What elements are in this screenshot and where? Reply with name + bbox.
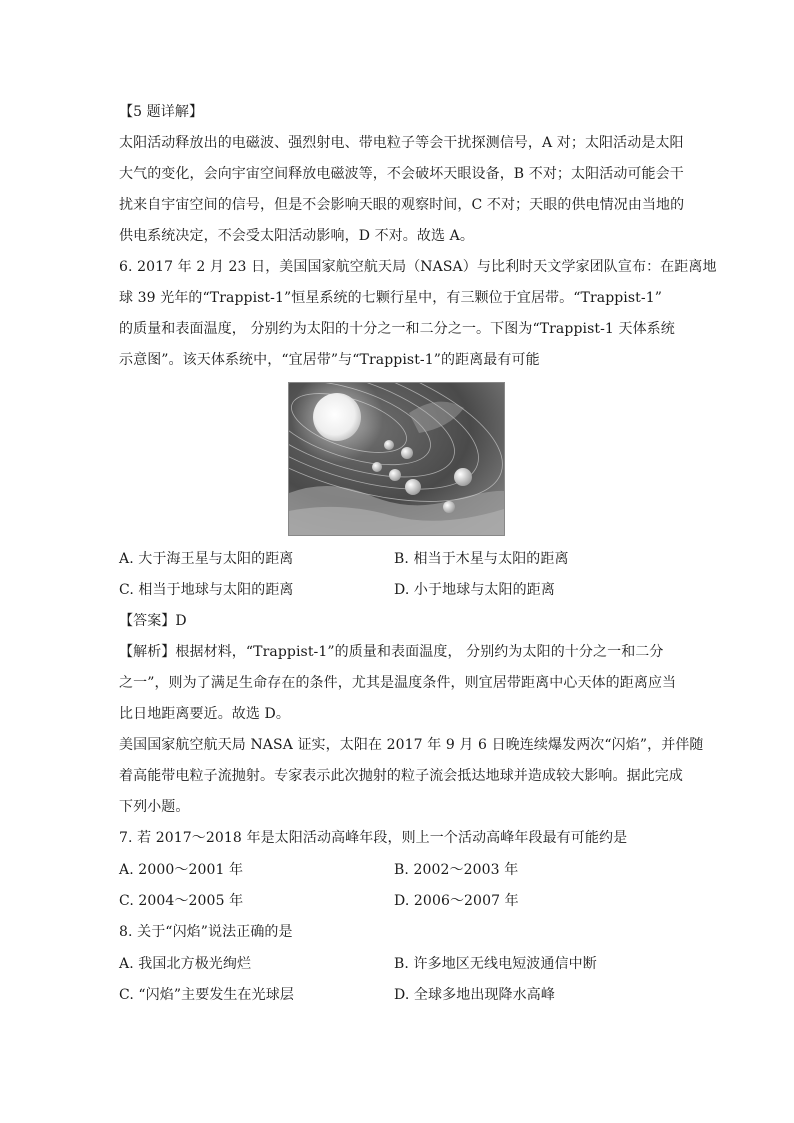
section5-line-1: 太阳活动释放出的电磁波、强烈射电、带电粒子等会干扰探测信号，A 对；太阳活动是太阳 (119, 135, 684, 151)
q7-option-b: B. 2002～2003 年 (394, 862, 519, 878)
q6-analysis-line-1: 【解析】根据材料，“Trappist-1”的质量和表面温度， 分别约为太阳的十分之一和二分 (119, 644, 664, 660)
q7-option-c: C. 2004～2005 年 (119, 893, 244, 909)
q6-answer: 【答案】D (119, 613, 187, 629)
q8-option-b: B. 许多地区无线电短波通信中断 (394, 956, 597, 972)
q6-analysis-line-3: 比日地距离要近。故选 D。 (119, 706, 290, 722)
q8-option-a: A. 我国北方极光绚烂 (119, 956, 252, 972)
material-line-3: 下列小题。 (119, 799, 190, 815)
trappist-1-system-figure (288, 382, 505, 536)
trappist-1-system-illustration-icon (289, 383, 504, 535)
material-line-2: 着高能带电粒子流抛射。专家表示此次抛射的粒子流会抵达地球并造成较大影响。据此完成 (119, 768, 683, 784)
q6-option-d: D. 小于地球与太阳的距离 (394, 582, 555, 598)
q6-stem-line-4: 示意图”。该天体系统中，“宜居带”与“Trappist-1”的距离最有可能 (119, 352, 540, 368)
q6-analysis-line-2: 之一”，则为了满足生命存在的条件，尤其是温度条件，则宜居带距离中心天体的距离应当 (119, 675, 677, 691)
q6-stem-line-1: 6. 2017 年 2 月 23 日，美国国家航空航天局（NASA）与比利时天文学家团队宣布：在距离地 (119, 259, 717, 275)
q8-option-d: D. 全球多地出现降水高峰 (394, 987, 555, 1003)
q8-stem: 8. 关于“闪焰”说法正确的是 (119, 924, 293, 940)
q6-stem-line-2: 球 39 光年的“Trappist-1”恒星系统的七颗行星中，有三颗位于宜居带。“Trappist-1” (119, 290, 662, 306)
q7-stem: 7. 若 2017～2018 年是太阳活动高峰年段，则上一个活动高峰年段最有可能约是 (119, 830, 628, 846)
q6-option-a: A. 大于海王星与太阳的距离 (119, 551, 294, 567)
section5-line-2: 大气的变化，会向宇宙空间释放电磁波等，不会破坏天眼设备，B 不对；太阳活动可能会干 (119, 166, 684, 182)
q8-option-c: C. “闪焰”主要发生在光球层 (119, 987, 294, 1003)
q6-option-b: B. 相当于木星与太阳的距离 (394, 551, 569, 567)
q6-stem-line-3: 的质量和表面温度， 分别约为太阳的十分之一和二分之一。下图为“Trappist-1 天体系统 (119, 321, 675, 337)
material-line-1: 美国国家航空航天局 NASA 证实，太阳在 2017 年 9 月 6 日晚连续爆发两次“闪焰”，并伴随 (119, 737, 704, 753)
section5-line-4: 供电系统决定，不会受太阳活动影响，D 不对。故选 A。 (119, 228, 474, 244)
q6-option-c: C. 相当于地球与太阳的距离 (119, 582, 294, 598)
q7-option-d: D. 2006～2007 年 (394, 893, 519, 909)
section5-line-3: 扰来自宇宙空间的信号，但是不会影响天眼的观察时间，C 不对；天眼的供电情况由当地的 (119, 197, 685, 213)
section5-heading: 【5 题详解】 (119, 104, 204, 120)
q7-option-a: A. 2000～2001 年 (119, 862, 244, 878)
